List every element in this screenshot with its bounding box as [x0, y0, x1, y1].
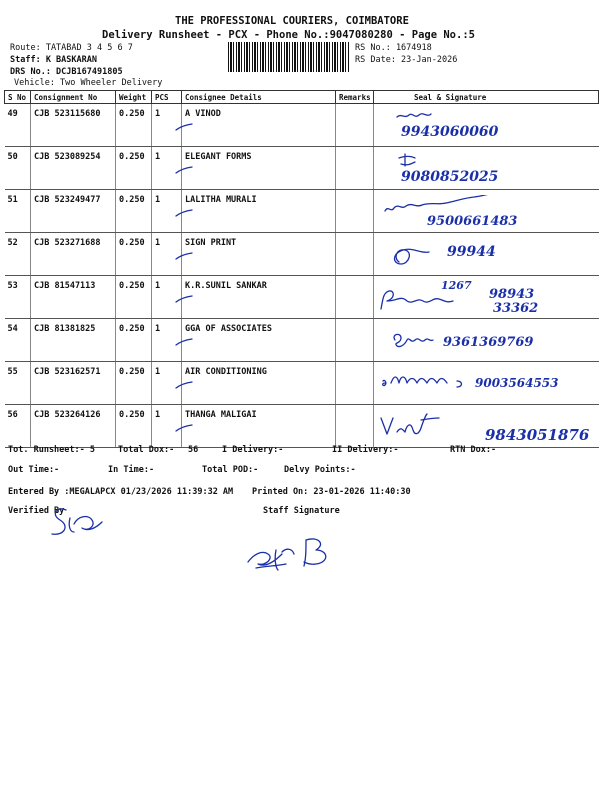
column-header-remarks: Remarks: [336, 91, 374, 104]
sno-cell: 53: [5, 276, 31, 319]
seal-signature-cell: [374, 190, 599, 233]
staff-signature-label: Staff Signature: [263, 506, 340, 516]
remarks-cell: [336, 233, 374, 276]
table-row: [5, 276, 599, 319]
handwritten-phone: 99944: [447, 244, 496, 260]
pcs-cell: [152, 233, 182, 276]
verified-by-signature: [48, 500, 108, 542]
ii-delivery: II Delivery:-: [332, 445, 399, 455]
seal-signature-cell: [374, 276, 599, 319]
handwritten-phone: 9361369769: [443, 335, 534, 350]
handwritten-signature: [377, 109, 592, 141]
weight-cell: 0.250: [116, 190, 152, 233]
pcs-value: 1: [155, 410, 161, 420]
verified-by-label: Verified By: [8, 506, 65, 516]
table-row: [5, 190, 599, 233]
sno-cell: 50: [5, 147, 31, 190]
column-header-consignment: Consignment No: [31, 91, 116, 104]
seal-signature-cell: [374, 362, 599, 405]
handwritten-phone: 33362: [493, 301, 539, 313]
consignment-cell: CJB 523271688: [31, 233, 116, 276]
seal-signature-cell: [374, 319, 599, 362]
consignee-cell: K.R.SUNIL SANKAR: [182, 276, 336, 319]
consignee-cell: GGA OF ASSOCIATES: [182, 319, 336, 362]
consignee-cell: AIR CONDITIONING: [182, 362, 336, 405]
consignment-cell: CJB 523089254: [31, 147, 116, 190]
i-delivery: I Delivery:-: [222, 445, 284, 455]
handwritten-phone: 9080852025: [401, 169, 499, 184]
runsheet-title: Delivery Runsheet - PCX - Phone No.:9047080280 - Page No.:5: [102, 29, 475, 41]
printed-on: Printed On: 23-01-2026 11:40:30: [252, 487, 411, 497]
pcs-value: 1: [155, 152, 161, 162]
sno-cell: 49: [5, 104, 31, 147]
consignment-cell: CJB 81547113: [31, 276, 116, 319]
sno-cell: 52: [5, 233, 31, 276]
pcs-value: 1: [155, 367, 161, 377]
weight-cell: 0.250: [116, 276, 152, 319]
total-dox-label: Total Dox:-: [118, 445, 175, 455]
handwritten-phone: 98943: [489, 287, 535, 302]
consignee-cell: ELEGANT FORMS: [182, 147, 336, 190]
pcs-cell: [152, 190, 182, 233]
handwritten-signature: [377, 410, 592, 442]
sno-cell: 51: [5, 190, 31, 233]
weight-cell: 0.250: [116, 319, 152, 362]
sno-cell: 55: [5, 362, 31, 405]
handwritten-signature: [377, 281, 592, 313]
rs-number: RS No.: 1674918: [355, 43, 432, 53]
consignment-cell: CJB 523264126: [31, 405, 116, 448]
table-row: [5, 104, 599, 147]
consignee-cell: A VINOD: [182, 104, 336, 147]
vehicle-label: Vehicle: Two Wheeler Delivery: [14, 78, 163, 88]
column-header-seal-signature: Seal & Signature: [374, 91, 599, 104]
pcs-cell: [152, 362, 182, 405]
column-header-weight: Weight: [116, 91, 152, 104]
handwritten-phone: 9500661483: [427, 214, 518, 227]
pcs-cell: [152, 147, 182, 190]
seal-signature-cell: [374, 104, 599, 147]
pcs-cell: [152, 405, 182, 448]
drs-number: DRS No.: DCJB167491805: [10, 67, 123, 77]
pcs-value: 1: [155, 324, 161, 334]
total-pod: Total POD:-: [202, 465, 259, 475]
consignment-cell: CJB 523249477: [31, 190, 116, 233]
handwritten-signature: [377, 195, 592, 227]
consignee-cell: SIGN PRINT: [182, 233, 336, 276]
remarks-cell: [336, 319, 374, 362]
consignment-cell: CJB 523162571: [31, 362, 116, 405]
route-label: Route: TATABAD 3 4 5 6 7: [10, 43, 133, 53]
column-header-sno: S No: [5, 91, 31, 104]
table-row: [5, 362, 599, 405]
out-time: Out Time:-: [8, 465, 60, 475]
total-dox-value: 56: [188, 445, 199, 455]
staff-signature-mark: [236, 520, 336, 578]
rs-date: RS Date: 23-Jan-2026: [355, 55, 458, 65]
handwritten-signature: [377, 367, 592, 399]
sno-cell: 56: [5, 405, 31, 448]
weight-cell: 0.250: [116, 104, 152, 147]
column-header-consignee: Consignee Details: [182, 91, 336, 104]
weight-cell: 0.250: [116, 233, 152, 276]
entered-by: Entered By :MEGALAPCX 01/23/2026 11:39:32 AM: [8, 487, 234, 497]
handwritten-signature: [377, 324, 592, 356]
consignee-cell: THANGA MALIGAI: [182, 405, 336, 448]
pcs-value: 1: [155, 109, 161, 119]
table-row: [5, 319, 599, 362]
table-header-row: [5, 91, 599, 104]
barcode: [228, 42, 350, 72]
pcs-value: 1: [155, 281, 161, 291]
remarks-cell: [336, 405, 374, 448]
table-row: [5, 147, 599, 190]
handwritten-phone: 9843051876: [485, 426, 590, 442]
seal-signature-cell: [374, 233, 599, 276]
table-row: [5, 233, 599, 276]
handwritten-phone: 9003564553: [475, 376, 559, 390]
handwritten-note: 1267: [441, 281, 472, 292]
remarks-cell: [336, 362, 374, 405]
delivery-points: Delvy Points:-: [284, 465, 356, 475]
table-row: [5, 405, 599, 448]
pcs-cell: [152, 104, 182, 147]
consignment-cell: CJB 81381825: [31, 319, 116, 362]
consignment-cell: CJB 523115680: [31, 104, 116, 147]
pcs-value: 1: [155, 238, 161, 248]
in-time: In Time:-: [108, 465, 155, 475]
runsheet-table: [4, 90, 599, 448]
handwritten-signature: [377, 152, 592, 184]
seal-signature-cell: [374, 147, 599, 190]
remarks-cell: [336, 104, 374, 147]
seal-signature-cell: [374, 405, 599, 448]
weight-cell: 0.250: [116, 362, 152, 405]
weight-cell: 0.250: [116, 147, 152, 190]
remarks-cell: [336, 147, 374, 190]
pcs-cell: [152, 276, 182, 319]
remarks-cell: [336, 190, 374, 233]
handwritten-signature: [377, 238, 592, 270]
pcs-value: 1: [155, 195, 161, 205]
company-name: THE PROFESSIONAL COURIERS, COIMBATORE: [175, 15, 409, 27]
total-runsheet: Tot. Runsheet:- 5: [8, 445, 95, 455]
weight-cell: 0.250: [116, 405, 152, 448]
handwritten-phone: 9943060060: [401, 124, 499, 140]
column-header-pcs: PCS: [152, 91, 182, 104]
rtn-dox: RTN Dox:-: [450, 445, 497, 455]
pcs-cell: [152, 319, 182, 362]
remarks-cell: [336, 276, 374, 319]
staff-label: Staff: K BASKARAN: [10, 55, 97, 65]
consignee-cell: LALITHA MURALI: [182, 190, 336, 233]
sno-cell: 54: [5, 319, 31, 362]
